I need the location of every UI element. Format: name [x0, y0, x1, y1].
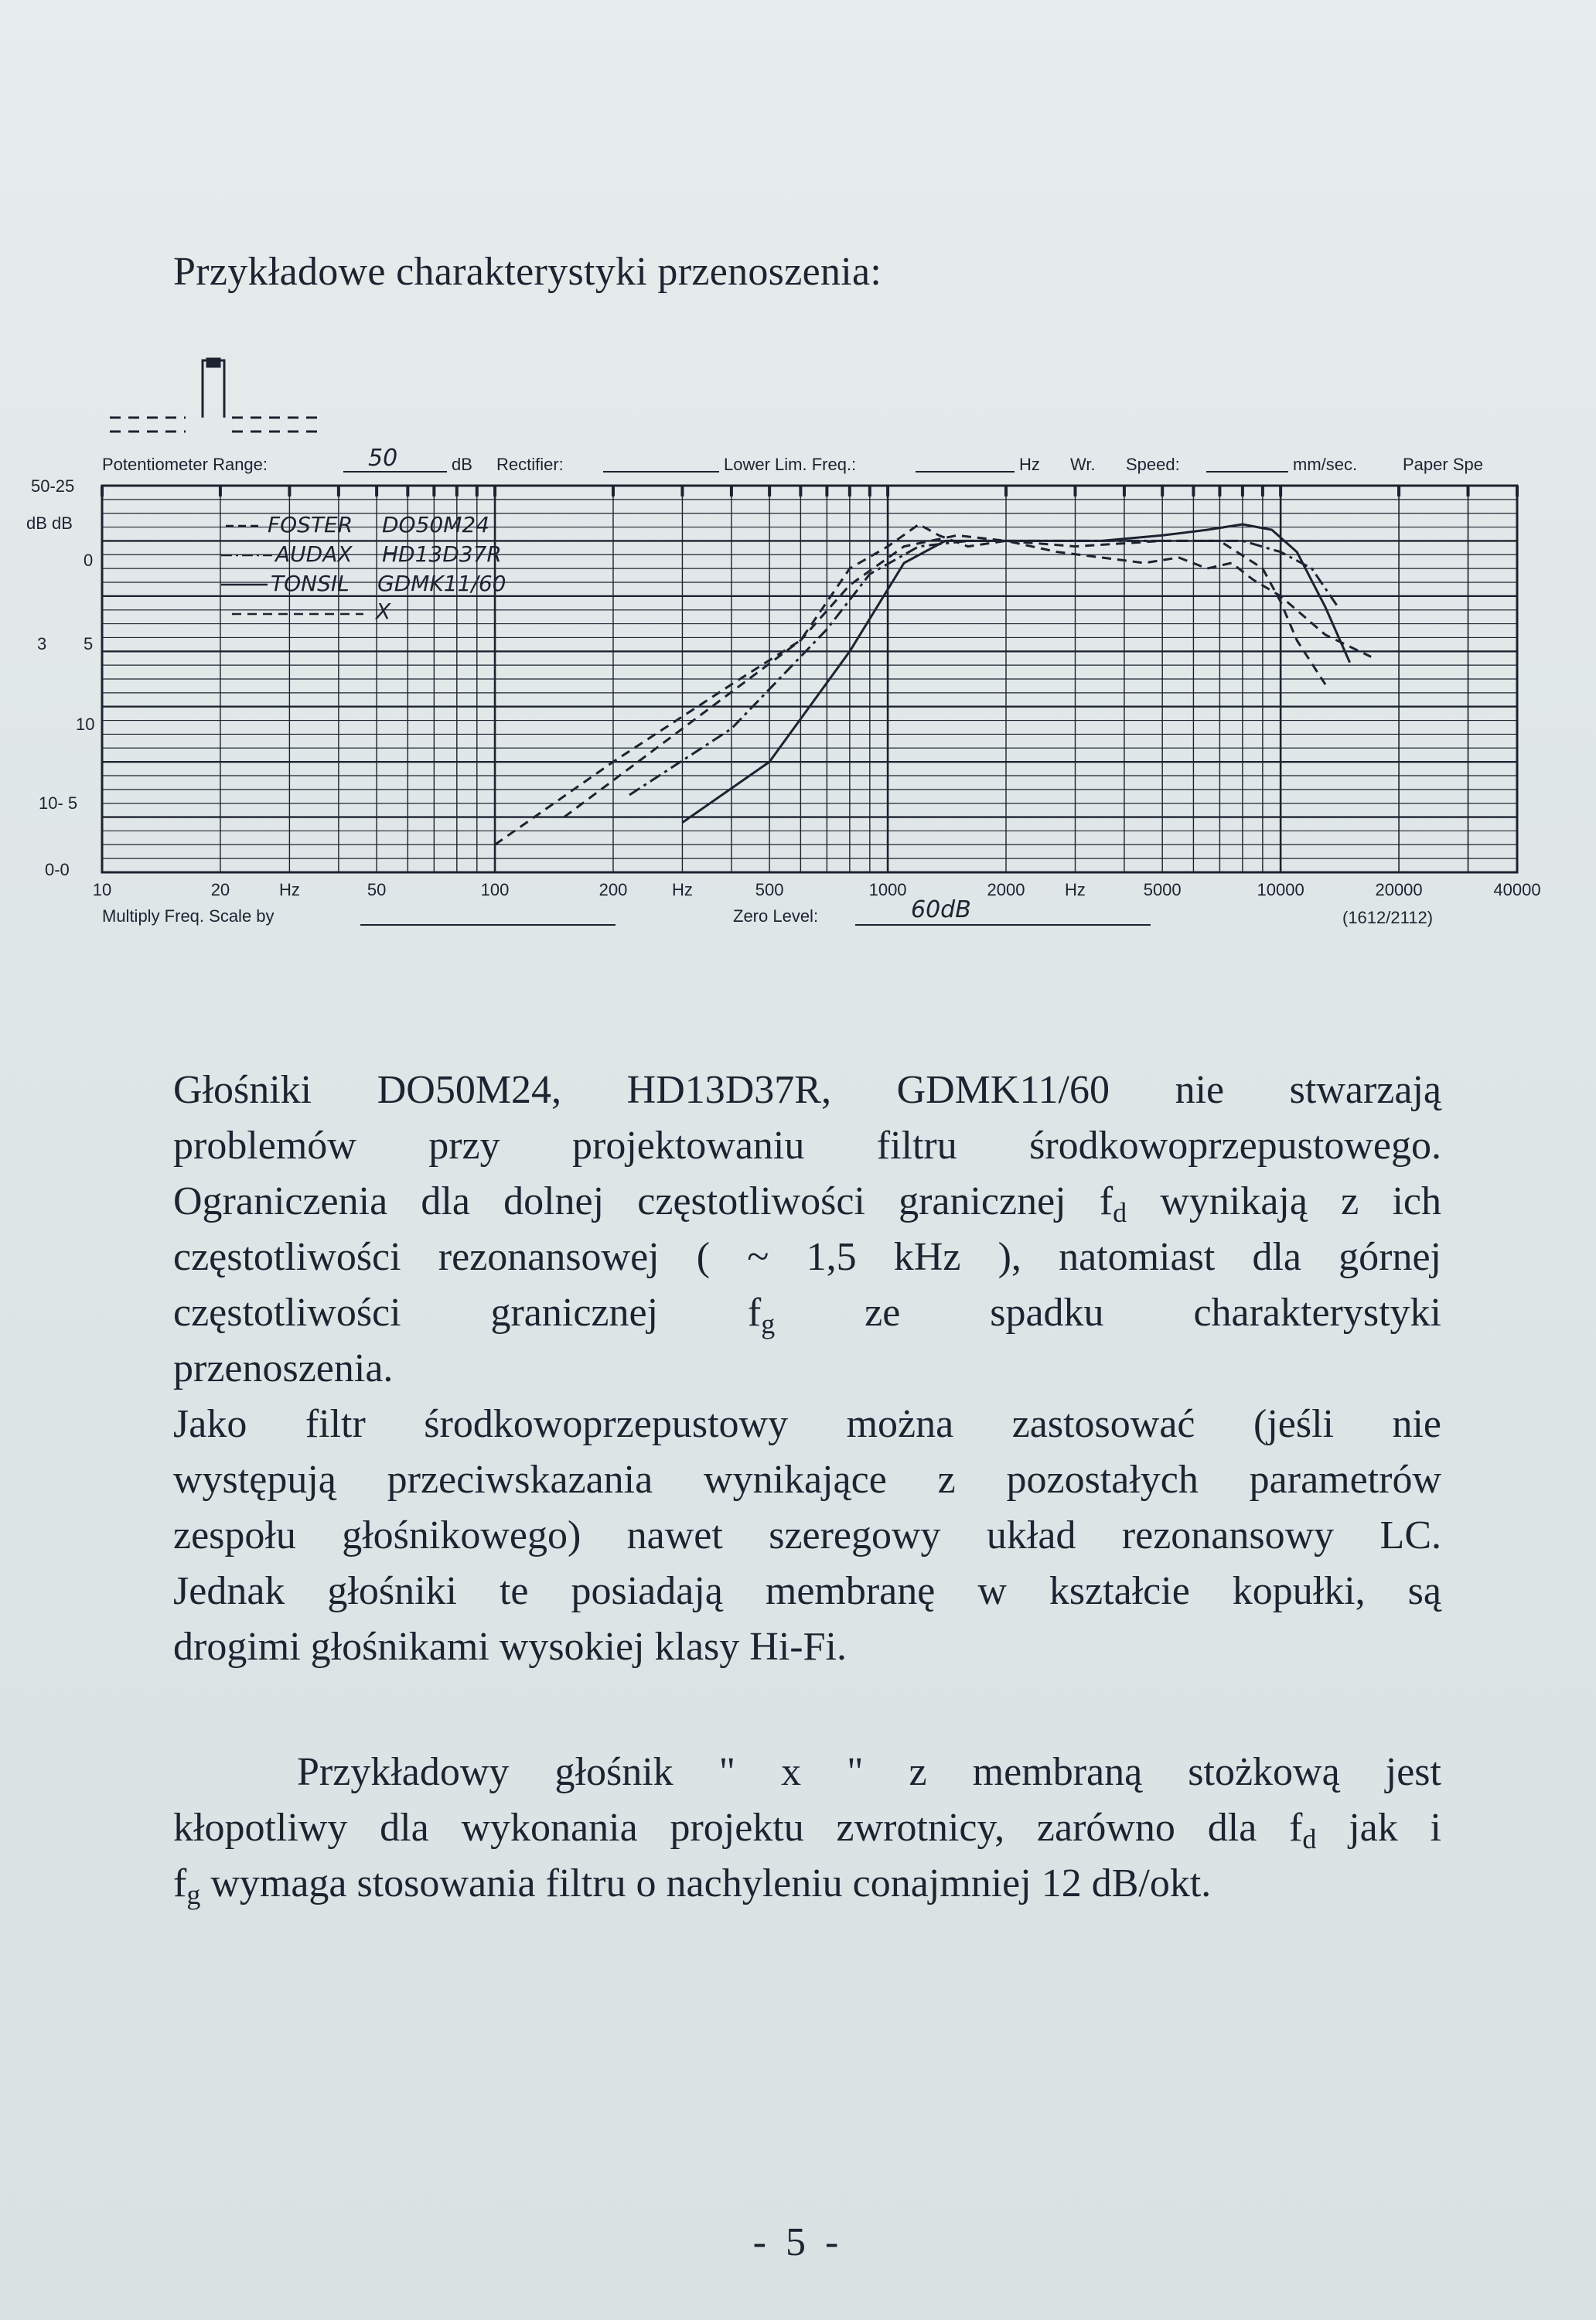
- pulse-symbol: [110, 359, 317, 432]
- left-label-ten-five: 10- 5: [39, 793, 78, 813]
- series-line-do50m24: [564, 535, 1326, 817]
- x-tick-label: 10000: [1257, 880, 1304, 899]
- page-heading: Przykładowe charakterystyki przenoszenia:: [173, 250, 882, 294]
- series-line-x: [495, 524, 1371, 844]
- lower-lim-label: Lower Lim. Freq.:: [724, 455, 857, 474]
- mmsec-label: mm/sec.: [1293, 455, 1358, 474]
- series-line-gdmk11-60: [682, 524, 1349, 823]
- text-fragment: jak i: [1316, 1806, 1441, 1850]
- paper-label: Paper Spe: [1403, 455, 1483, 474]
- left-label-three: 3: [37, 634, 47, 653]
- x-tick-label: 20000: [1375, 880, 1423, 899]
- series-line-hd13d37r: [629, 541, 1338, 795]
- frequency-response-chart: [0, 340, 1596, 943]
- subscript: g: [761, 1308, 776, 1339]
- hz-label: Hz: [1019, 455, 1040, 474]
- paragraph-2: [173, 1745, 1441, 1912]
- legend-item-x: [232, 599, 391, 624]
- text-fragment: Ograniczenia dla dolnej częstotliwości granicznej f: [173, 1179, 1113, 1223]
- text-line: drogimi głośnikami wysokiej klasy Hi-Fi.: [173, 1625, 847, 1669]
- text-line: zespołu głośnikowego) nawet szeregowy układ rezonansowy LC.: [173, 1513, 1441, 1557]
- x-axis-ticks: [93, 880, 1541, 899]
- text-line: Jednak głośniki te posiadają membranę w kształcie kopułki, są: [173, 1569, 1441, 1613]
- text-fragment: wymaga stosowania filtru o nachyleniu conajmniej 12 dB/okt.: [200, 1861, 1212, 1905]
- legend-item-tonsil: [221, 571, 506, 596]
- x-tick-label: 50: [367, 880, 387, 899]
- x-tick-label: Hz: [671, 880, 693, 899]
- chart-svg: [0, 340, 1596, 943]
- x-tick-label: Hz: [1065, 880, 1086, 899]
- x-tick-label: 40000: [1493, 880, 1541, 899]
- legend-model: X: [376, 599, 391, 624]
- text-fragment: f: [173, 1861, 187, 1905]
- left-label-range: 50-25: [31, 476, 75, 496]
- text-line: problemów przy projektowaniu filtru środkowoprzepustowego.: [173, 1124, 1441, 1168]
- paragraph-1: [173, 1063, 1441, 1675]
- left-label-db: dB dB: [26, 513, 73, 533]
- text-fragment: ze spadku charakterystyki: [775, 1291, 1441, 1335]
- text-fragment: częstotliwości granicznej f: [173, 1291, 762, 1335]
- text-line: Jako filtr środkowoprzepustowy można zastosować (jeśli nie: [173, 1402, 1441, 1446]
- subscript: d: [1113, 1197, 1127, 1228]
- potentiometer-label: Potentiometer Range:: [102, 455, 268, 474]
- wr-label: Wr.: [1070, 455, 1096, 474]
- x-tick-label: 2000: [987, 880, 1025, 899]
- text-line: występują przeciwskazania wynikające z pozostałych parametrów: [173, 1458, 1441, 1502]
- text-fragment: wynikają z ich: [1127, 1179, 1441, 1223]
- x-tick-label: 20: [210, 880, 230, 899]
- text-line: Przykładowy głośnik " x " z membraną stożkową jest: [297, 1750, 1441, 1794]
- chart-code: (1612/2112): [1342, 908, 1434, 927]
- x-tick-label: 5000: [1143, 880, 1182, 899]
- text-line: [173, 1856, 1441, 1912]
- left-label-five: 5: [84, 634, 94, 653]
- legend-manufacturer: TONSIL: [271, 571, 350, 596]
- rectifier-label: Rectifier:: [496, 455, 564, 474]
- text-line: Głośniki DO50M24, HD13D37R, GDMK11/60 nie stwarzają: [173, 1068, 1441, 1112]
- subscript: d: [1302, 1824, 1317, 1854]
- legend-manufacturer: AUDAX: [275, 541, 353, 567]
- text-line: [173, 1800, 1441, 1856]
- x-tick-label: 500: [755, 880, 784, 899]
- x-tick-label: 10: [92, 880, 112, 899]
- x-tick-label: 100: [480, 880, 510, 899]
- chart-series: [495, 524, 1371, 844]
- legend-item-audax: [221, 541, 502, 567]
- db-label: dB: [452, 455, 472, 474]
- text-fragment: kłopotliwy dla wykonania projektu zwrotnicy, zarówno dla f: [173, 1806, 1303, 1850]
- left-label-ten: 10: [76, 715, 95, 734]
- potentiometer-value: 50: [368, 445, 398, 472]
- left-label-zero: 0: [84, 551, 94, 570]
- page-number: - 5 -: [752, 2220, 844, 2264]
- chart-legend: [221, 512, 506, 624]
- subscript: g: [186, 1879, 201, 1910]
- speed-label: Speed:: [1126, 455, 1180, 474]
- text-line: przenoszenia.: [173, 1346, 394, 1390]
- text-line: [173, 1174, 1441, 1230]
- zero-level-value: 60dB: [911, 896, 971, 923]
- legend-model: GDMK11/60: [377, 571, 506, 596]
- text-line: częstotliwości rezonansowej ( ~ 1,5 kHz ), natomiast dla górnej: [173, 1235, 1441, 1279]
- multiply-label: Multiply Freq. Scale by: [102, 906, 275, 926]
- x-tick-label: Hz: [278, 880, 300, 899]
- x-tick-label: 1000: [868, 880, 907, 899]
- legend-model: DO50M24: [382, 512, 490, 537]
- zero-level-label: Zero Level:: [733, 906, 819, 926]
- left-label-zero-zero: 0-0: [45, 860, 70, 879]
- legend-model: HD13D37R: [382, 541, 502, 567]
- text-line: [173, 1285, 1441, 1341]
- legend-item-foster: [226, 512, 489, 537]
- legend-manufacturer: FOSTER: [268, 512, 353, 537]
- x-tick-label: 200: [598, 880, 628, 899]
